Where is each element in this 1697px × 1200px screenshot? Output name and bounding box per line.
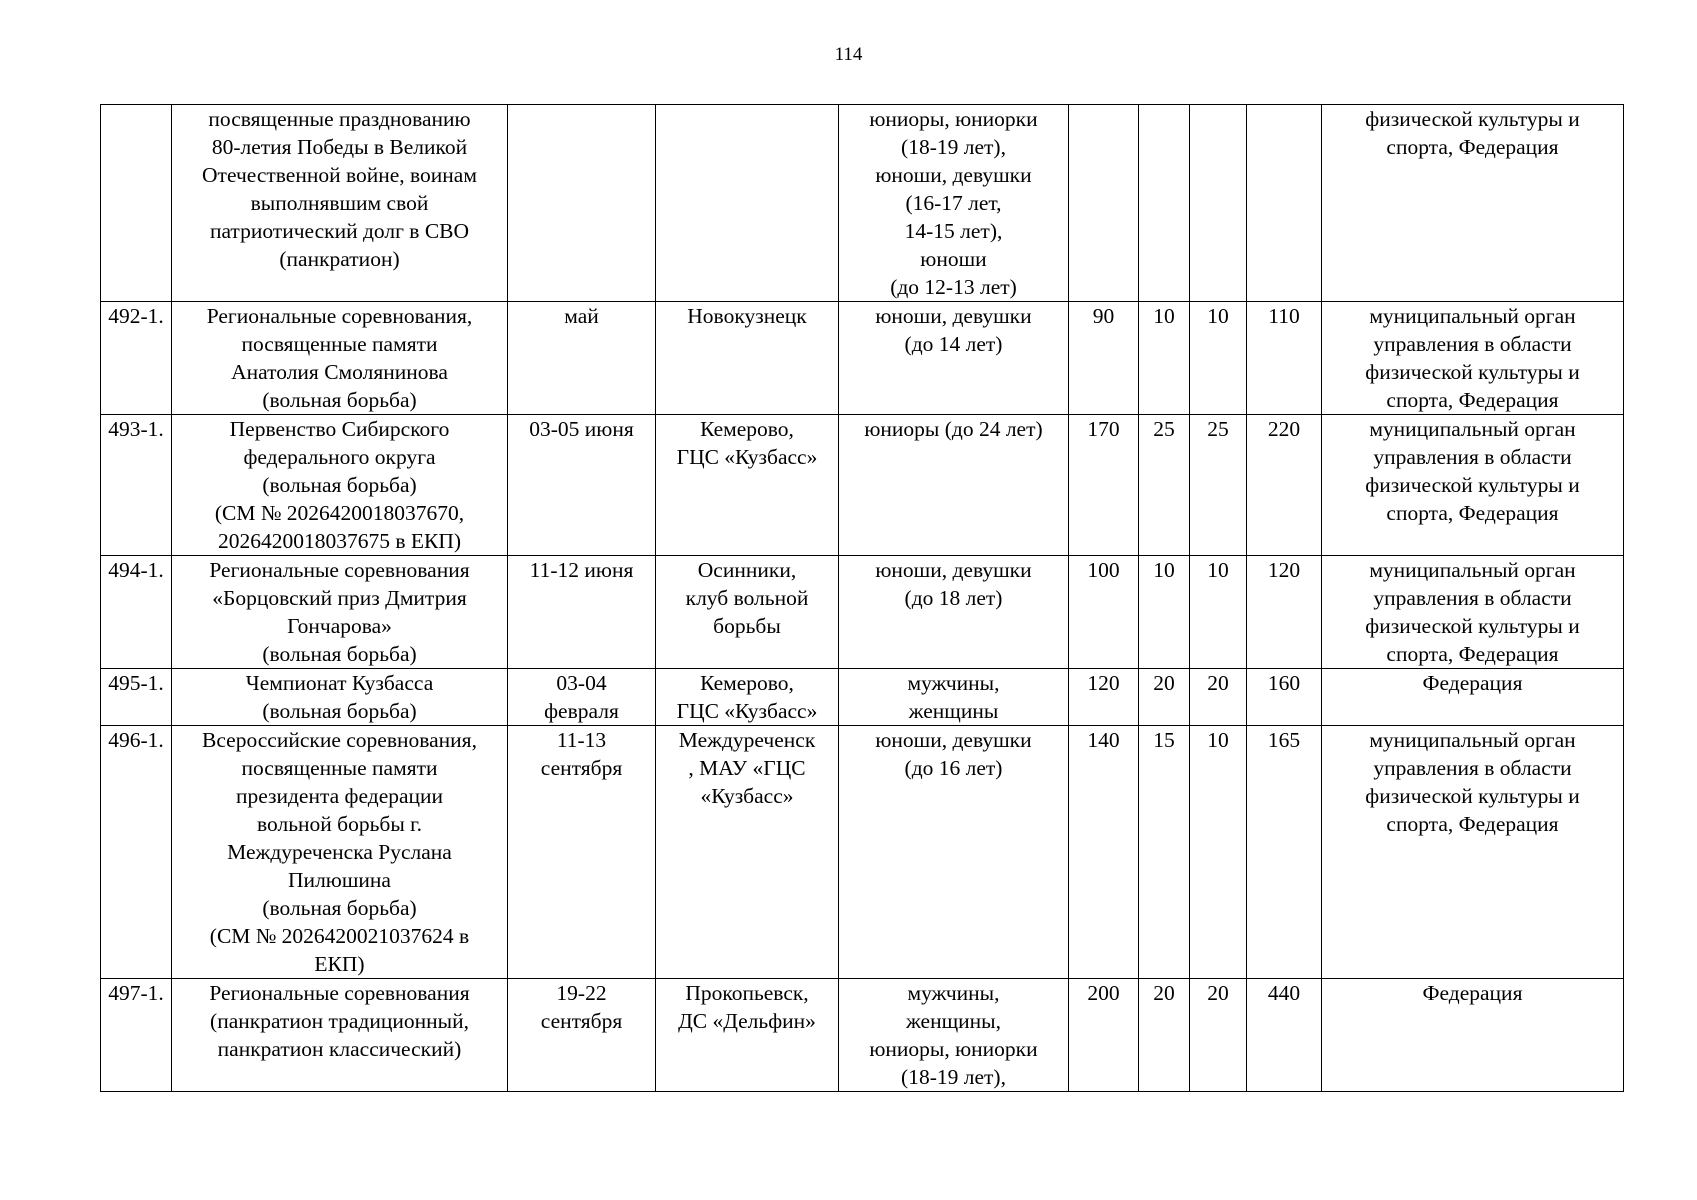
judges-count [1190, 105, 1247, 302]
total-count: 120 [1247, 556, 1322, 669]
event-participants: юниоры (до 24 лет) [839, 415, 1069, 556]
event-participants: мужчины, женщины, юниоры, юниорки (18-19 лет), [839, 979, 1069, 1092]
row-number: 497-1. [101, 979, 172, 1092]
athletes-count: 100 [1069, 556, 1139, 669]
event-place [656, 105, 839, 302]
trainers-count: 10 [1139, 556, 1190, 669]
event-name: Всероссийские соревнования, посвященные памяти президента федерации вольной борьбы г. Междуреченска Руслана Пилюшина (вольная борьба) (СМ № 2026420021037624 в ЕКП) [172, 726, 508, 979]
athletes-count: 200 [1069, 979, 1139, 1092]
table-row [101, 669, 1624, 726]
total-count [1247, 105, 1322, 302]
event-participants: юниоры, юниорки (18-19 лет), юноши, девушки (16-17 лет, 14-15 лет), юноши (до 12-13 лет) [839, 105, 1069, 302]
table-row [101, 415, 1624, 556]
athletes-count: 140 [1069, 726, 1139, 979]
total-count: 160 [1247, 669, 1322, 726]
judges-count: 10 [1190, 726, 1247, 979]
trainers-count [1139, 105, 1190, 302]
total-count: 440 [1247, 979, 1322, 1092]
events-table [100, 104, 1624, 1092]
event-date: 11-13 сентября [508, 726, 656, 979]
total-count: 110 [1247, 302, 1322, 415]
event-name: Региональные соревнования, посвященные памяти Анатолия Смолянинова (вольная борьба) [172, 302, 508, 415]
event-place: Междуреченск , МАУ «ГЦС «Кузбасс» [656, 726, 839, 979]
event-participants: юноши, девушки (до 18 лет) [839, 556, 1069, 669]
event-name: посвященные празднованию 80-летия Победы в Великой Отечественной войне, воинам выполнявшим свой патриотический долг в СВО (панкратион) [172, 105, 508, 302]
table-row [101, 556, 1624, 669]
event-date: 11-12 июня [508, 556, 656, 669]
trainers-count: 20 [1139, 669, 1190, 726]
row-number: 492-1. [101, 302, 172, 415]
table-row [101, 979, 1624, 1092]
event-name: Чемпионат Кузбасса (вольная борьба) [172, 669, 508, 726]
event-place: Осинники, клуб вольной борьбы [656, 556, 839, 669]
row-number [101, 105, 172, 302]
row-number: 494-1. [101, 556, 172, 669]
athletes-count [1069, 105, 1139, 302]
event-place: Кемерово, ГЦС «Кузбасс» [656, 669, 839, 726]
event-place: Кемерово, ГЦС «Кузбасс» [656, 415, 839, 556]
event-organizer: муниципальный орган управления в области физической культуры и спорта, Федерация [1322, 302, 1624, 415]
total-count: 165 [1247, 726, 1322, 979]
event-name: Региональные соревнования (панкратион традиционный, панкратион классический) [172, 979, 508, 1092]
row-number: 495-1. [101, 669, 172, 726]
event-date: 19-22 сентября [508, 979, 656, 1092]
event-date: май [508, 302, 656, 415]
judges-count: 10 [1190, 556, 1247, 669]
page-number: 114 [834, 44, 863, 65]
trainers-count: 20 [1139, 979, 1190, 1092]
event-participants: юноши, девушки (до 14 лет) [839, 302, 1069, 415]
judges-count: 20 [1190, 979, 1247, 1092]
event-organizer: муниципальный орган управления в области физической культуры и спорта, Федерация [1322, 726, 1624, 979]
event-date: 03-04 февраля [508, 669, 656, 726]
event-participants: мужчины, женщины [839, 669, 1069, 726]
table-row [101, 302, 1624, 415]
judges-count: 10 [1190, 302, 1247, 415]
judges-count: 20 [1190, 669, 1247, 726]
athletes-count: 90 [1069, 302, 1139, 415]
row-number: 496-1. [101, 726, 172, 979]
event-date [508, 105, 656, 302]
event-participants: юноши, девушки (до 16 лет) [839, 726, 1069, 979]
event-organizer: муниципальный орган управления в области физической культуры и спорта, Федерация [1322, 556, 1624, 669]
row-number: 493-1. [101, 415, 172, 556]
judges-count: 25 [1190, 415, 1247, 556]
table-row [101, 105, 1624, 302]
event-date: 03-05 июня [508, 415, 656, 556]
event-organizer: физической культуры и спорта, Федерация [1322, 105, 1624, 302]
trainers-count: 25 [1139, 415, 1190, 556]
event-place: Прокопьевск, ДС «Дельфин» [656, 979, 839, 1092]
total-count: 220 [1247, 415, 1322, 556]
event-organizer: муниципальный орган управления в области физической культуры и спорта, Федерация [1322, 415, 1624, 556]
trainers-count: 15 [1139, 726, 1190, 979]
event-organizer: Федерация [1322, 669, 1624, 726]
table-row [101, 726, 1624, 979]
event-organizer: Федерация [1322, 979, 1624, 1092]
trainers-count: 10 [1139, 302, 1190, 415]
athletes-count: 120 [1069, 669, 1139, 726]
event-name: Первенство Сибирского федерального округа (вольная борьба) (СМ № 2026420018037670, 2026420018037675 в ЕКП) [172, 415, 508, 556]
event-place: Новокузнецк [656, 302, 839, 415]
athletes-count: 170 [1069, 415, 1139, 556]
event-name: Региональные соревнования «Борцовский приз Дмитрия Гончарова» (вольная борьба) [172, 556, 508, 669]
